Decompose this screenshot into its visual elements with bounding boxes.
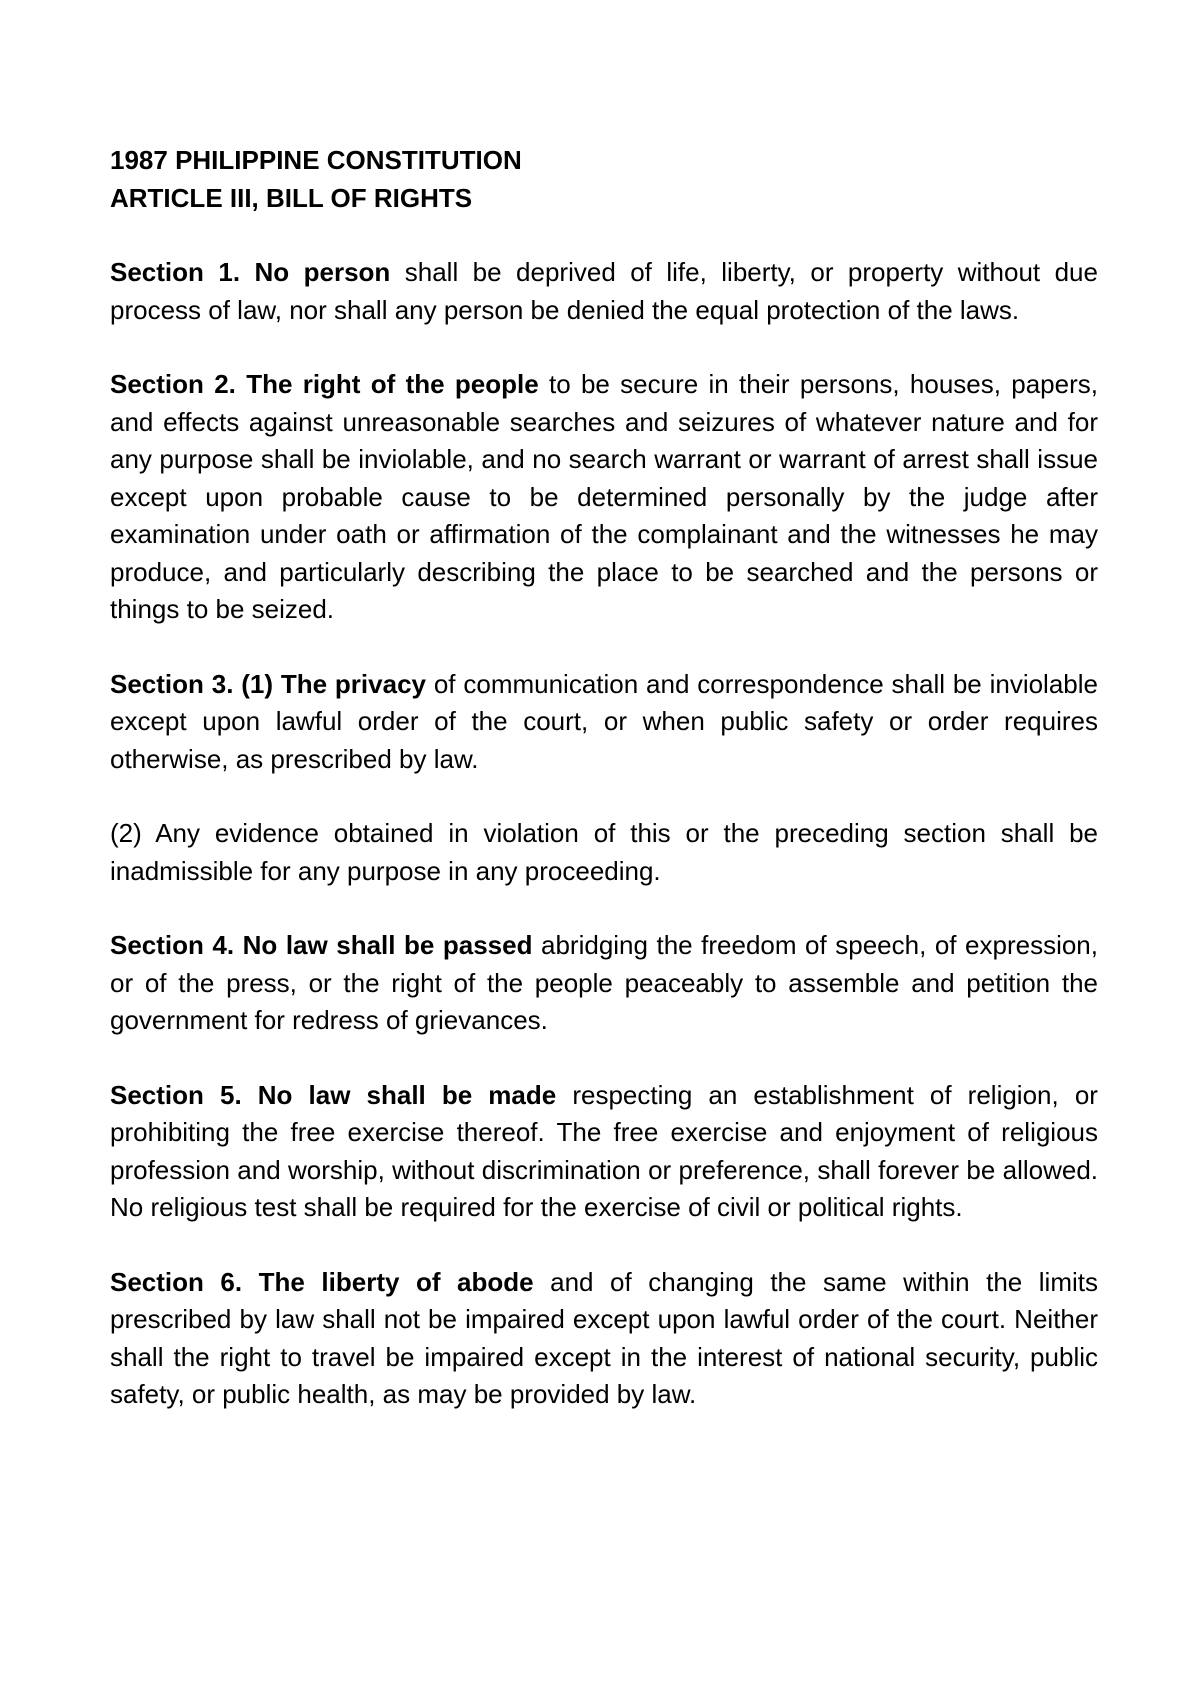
spacer [110,629,1098,666]
section-lead: No law shall be made [257,1079,557,1110]
spacer [110,1040,1098,1077]
section-label: Section 5. [110,1079,242,1110]
section-lead: No law shall be passed [242,930,533,960]
section-label: Section 3. [110,668,234,699]
section-body: and of changing the same within the limits prescribed by law shall not be impaired except upon lawful order of the court. Neither shall the right to travel be impaired except in the interest of national security, public safety, or public health, as may be provided by law. [110,1266,1098,1409]
section-5 [110,1077,1098,1227]
section-body: shall be deprived of life, liberty, or property without due process of law, nor shall any person be denied the equal protection of the laws. [110,257,1098,325]
section-2 [110,366,1098,629]
section-6 [110,1264,1098,1414]
section-lead: No person [254,257,391,287]
document-title: 1987 PHILIPPINE CONSTITUTION [110,145,522,175]
spacer [110,329,1098,366]
document-page [110,142,1098,1414]
section-body: of communication and correspondence shall be inviolable except upon lawful order of the court, or when public safety or order requires otherwise, as prescribed by law. [110,668,1098,774]
section-label: Section 1. [110,257,241,287]
section-lead: The liberty of abode [258,1266,534,1297]
document-subtitle: ARTICLE III, BILL OF RIGHTS [110,182,473,213]
section-body: (2) Any evidence obtained in violation of this or the preceding section shall be inadmissible for any purpose in any proceeding. [110,818,1098,886]
spacer [110,778,1098,815]
spacer [110,217,1098,254]
section-3-paragraph-2 [110,815,1098,890]
section-label: Section 6. [110,1266,243,1297]
section-4 [110,927,1098,1040]
section-lead: (1) The privacy [241,668,426,699]
spacer [110,890,1098,927]
section-body: abridging the freedom of speech, of expression, or of the press, or the right of the people peaceably to assemble and petition the government for redress of grievances. [110,930,1098,1035]
section-1 [110,254,1098,329]
spacer [110,1227,1098,1264]
section-lead: The right of the people [246,369,539,399]
section-label: Section 4. [110,930,235,960]
section-body: respecting an establishment of religion, or prohibiting the free exercise thereof. The free exercise and enjoyment of religious profession and worship, without discrimination or preference, shall forever be allowed. No religious test shall be required for the exercise of civil or political rights. [110,1079,1098,1222]
section-label: Section 2. [110,369,236,399]
section-3 [110,666,1098,779]
section-body: to be secure in their persons, houses, papers, and effects against unreasonable searches and seizures of whatever nature and for any purpose shall be inviolable, and no search warrant or warrant of arrest shall issue except upon probable cause to be determined personally by the judge after examination under oath or affirmation of the complainant and the witnesses he may produce, and particularly describing the place to be searched and the persons or things to be seized. [110,369,1098,624]
